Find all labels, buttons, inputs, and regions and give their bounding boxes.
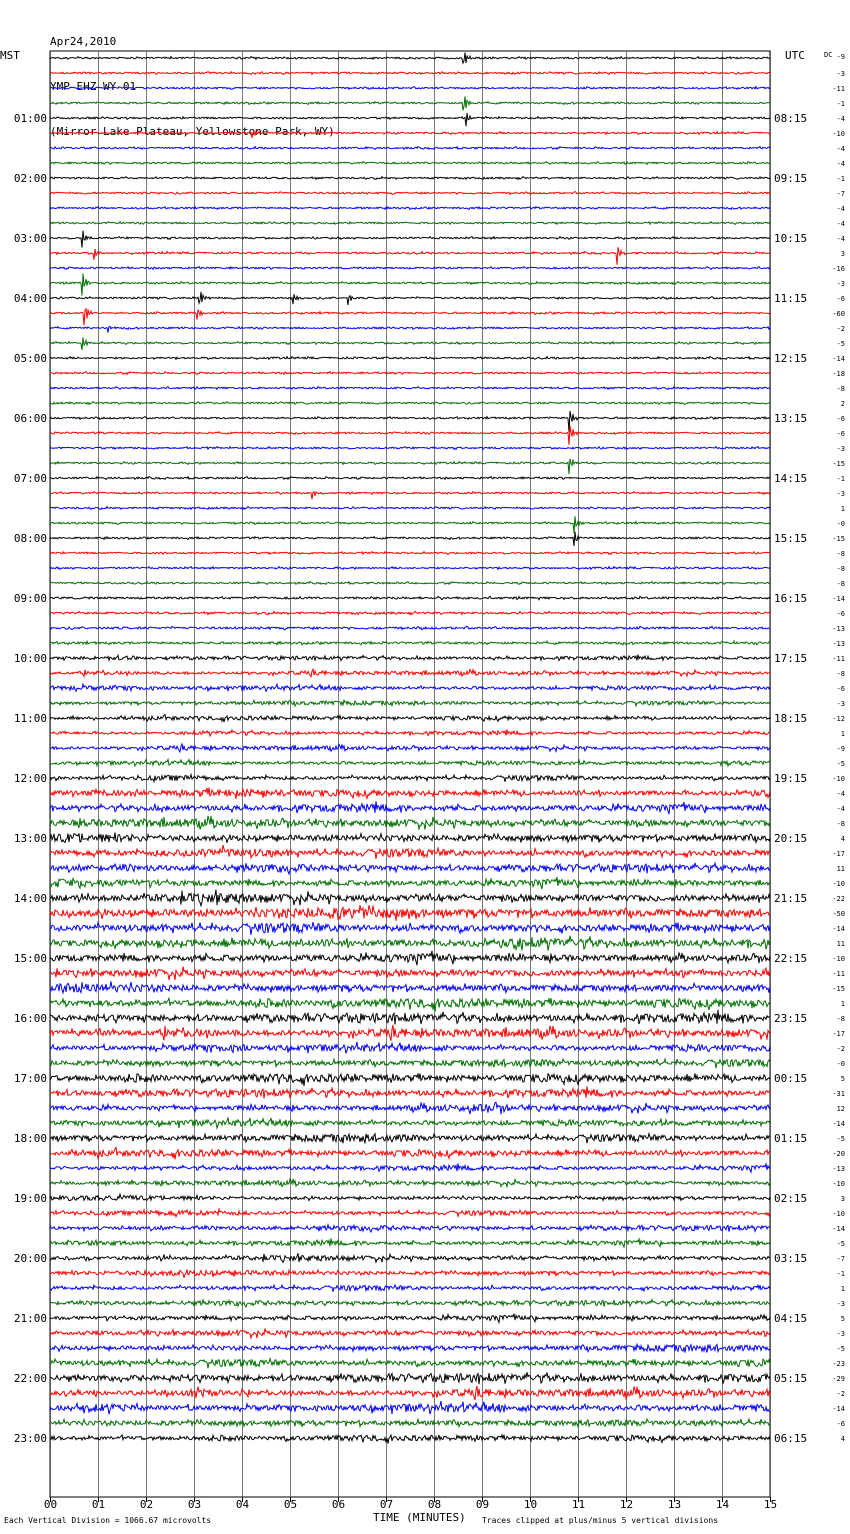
seismic-trace: [50, 1419, 770, 1427]
dc-offset-label: 3: [840, 1195, 845, 1203]
seismic-trace: [50, 845, 770, 859]
dc-offset-label: -14: [832, 1405, 845, 1413]
seismic-trace: [50, 1435, 770, 1444]
dc-offset-label: -17: [832, 850, 845, 858]
dc-offset-label: -6: [836, 430, 845, 438]
seismic-trace: [50, 1179, 770, 1187]
x-tick-label: 15: [763, 1498, 778, 1511]
seismic-trace: [50, 292, 770, 305]
utc-hour-label: 12:15: [774, 352, 808, 365]
x-tick-label: 00: [43, 1498, 58, 1511]
dc-label: DC: [824, 51, 833, 59]
seismic-trace: [50, 162, 770, 165]
seismic-trace: [50, 357, 770, 360]
utc-axis-label: UTC: [785, 49, 805, 62]
dc-offset-label: -6: [836, 610, 845, 618]
dc-offset-label: -3: [836, 700, 845, 708]
x-tick-label: 09: [475, 1498, 490, 1511]
dc-offset-label: -60: [832, 310, 845, 318]
x-tick-label: 10: [523, 1498, 538, 1511]
seismic-trace: [50, 177, 770, 180]
x-tick-label: 03: [187, 1498, 202, 1511]
dc-offset-label: -14: [832, 925, 845, 933]
seismic-trace: [50, 192, 770, 195]
seismic-trace: [50, 222, 770, 225]
seismic-trace: [50, 877, 770, 889]
utc-hour-label: 20:15: [774, 832, 808, 845]
x-tick-label: 13: [667, 1498, 682, 1511]
seismic-trace: [50, 1270, 770, 1278]
dc-offset-label: -7: [836, 1255, 845, 1263]
dc-offset-label: 1: [840, 1000, 845, 1008]
utc-hour-label: 04:15: [774, 1312, 808, 1325]
dc-offset-label: -10: [832, 880, 845, 888]
seismic-trace: [50, 1239, 770, 1248]
utc-hour-label: 22:15: [774, 952, 808, 965]
dc-offset-label: -4: [836, 790, 845, 798]
x-tick-label: 14: [715, 1498, 730, 1511]
seismic-trace: [50, 411, 770, 432]
utc-hour-label: 02:15: [774, 1192, 808, 1205]
header-location: (Mirror Lake Plateau, Yellowstone Park, WY): [50, 125, 335, 138]
seismic-trace: [50, 890, 770, 906]
dc-offset-label: -20: [832, 1150, 845, 1158]
seismic-trace: [50, 1073, 770, 1086]
dc-offset-label: 5: [840, 1315, 845, 1323]
dc-offset-label: -10: [832, 1210, 845, 1218]
seismic-trace: [50, 96, 770, 110]
dc-offset-label: -13: [832, 1165, 845, 1173]
x-tick-label: 06: [331, 1498, 346, 1511]
dc-offset-label: -3: [836, 1300, 845, 1308]
dc-offset-label: -8: [836, 1015, 845, 1023]
dc-offset-label: -0: [836, 520, 845, 528]
header-date: Apr24,2010: [50, 35, 117, 48]
seismic-trace: [50, 53, 770, 64]
seismic-trace: [50, 715, 770, 722]
seismic-trace: [50, 492, 770, 500]
x-tick-label: 07: [379, 1498, 394, 1511]
dc-offset-label: -5: [836, 1240, 845, 1248]
mst-hour-label: 13:00: [13, 832, 47, 845]
seismic-trace: [50, 1117, 770, 1128]
dc-offset-label: -11: [832, 85, 845, 93]
dc-offset-label: -13: [832, 625, 845, 633]
dc-offset-label: -6: [836, 415, 845, 423]
seismic-trace: [50, 477, 770, 480]
dc-offset-label: -4: [836, 205, 845, 213]
mst-hour-label: 23:00: [13, 1432, 47, 1445]
dc-offset-label: -14: [832, 1120, 845, 1128]
dc-offset-label: -1: [836, 175, 845, 183]
seismic-trace: [50, 231, 770, 248]
seismic-trace: [50, 1134, 770, 1144]
dc-offset-label: -8: [836, 565, 845, 573]
dc-offset-label: -6: [836, 1420, 845, 1428]
dc-offset-label: -12: [832, 715, 845, 723]
dc-offset-label: -29: [832, 1375, 845, 1383]
seismic-trace: [50, 402, 770, 405]
seismic-trace: [50, 816, 770, 830]
seismic-trace: [50, 1025, 770, 1041]
mst-hour-label: 05:00: [13, 352, 47, 365]
seismic-trace: [50, 372, 770, 375]
dc-offset-label: -23: [832, 1360, 845, 1368]
dc-offset-label: -50: [832, 910, 845, 918]
dc-offset-label: -5: [836, 340, 845, 348]
clip-note: Traces clipped at plus/minus 5 vertical divisions: [482, 1516, 719, 1525]
dc-offset-label: -4: [836, 805, 845, 813]
dc-offset-label: -22: [832, 895, 845, 903]
seismic-trace: [50, 1401, 770, 1414]
mst-hour-label: 17:00: [13, 1072, 47, 1085]
utc-hour-label: 08:15: [774, 112, 808, 125]
seismic-trace: [50, 567, 770, 570]
dc-offset-label: -6: [836, 685, 845, 693]
dc-offset-label: -3: [836, 280, 845, 288]
seismic-trace: [50, 775, 770, 782]
seismic-trace: [50, 1359, 770, 1369]
seismic-trace: [50, 1253, 770, 1262]
utc-hour-label: 19:15: [774, 772, 808, 785]
seismic-trace: [50, 274, 770, 296]
dc-offset-label: -14: [832, 355, 845, 363]
seismic-trace: [50, 1102, 770, 1114]
utc-hour-label: 03:15: [774, 1252, 808, 1265]
mst-hour-label: 16:00: [13, 1012, 47, 1025]
mst-hour-label: 22:00: [13, 1372, 47, 1385]
dc-offset-label: -2: [836, 1390, 845, 1398]
dc-offset-label: 5: [840, 1075, 845, 1083]
seismic-trace: [50, 611, 770, 614]
dc-offset-label: -5: [836, 1345, 845, 1353]
dc-offset-label: -4: [836, 145, 845, 153]
seismic-trace: [50, 922, 770, 935]
seismic-trace: [50, 981, 770, 993]
utc-hour-label: 06:15: [774, 1432, 808, 1445]
mst-hour-label: 20:00: [13, 1252, 47, 1265]
dc-offset-label: 12: [836, 1105, 845, 1113]
seismic-trace: [50, 507, 770, 510]
seismic-trace: [50, 951, 770, 966]
dc-offset-label: -13: [832, 640, 845, 648]
seismic-trace: [50, 72, 770, 75]
dc-offset-label: 2: [840, 400, 845, 408]
seismic-trace: [50, 730, 770, 736]
dc-offset-label: -4: [836, 160, 845, 168]
dc-offset-label: 4: [840, 835, 845, 843]
dc-offset-label: -9: [836, 53, 845, 61]
seismic-trace: [50, 1344, 770, 1352]
utc-hour-label: 05:15: [774, 1372, 808, 1385]
dc-offset-label: -10: [832, 130, 845, 138]
x-tick-label: 01: [91, 1498, 106, 1511]
seismic-trace: [50, 147, 770, 150]
seismic-trace: [50, 267, 770, 270]
seismic-trace: [50, 832, 770, 842]
dc-offset-label: -16: [832, 265, 845, 273]
seismic-trace: [50, 700, 770, 706]
seismic-trace: [50, 1086, 770, 1098]
seismic-trace: [50, 1386, 770, 1400]
dc-offset-label: -1: [836, 100, 845, 108]
seismic-trace: [50, 309, 770, 326]
mst-hour-label: 02:00: [13, 172, 47, 185]
mst-hour-label: 15:00: [13, 952, 47, 965]
seismic-trace: [50, 669, 770, 677]
dc-offset-label: -2: [836, 325, 845, 333]
dc-offset-label: -8: [836, 670, 845, 678]
seismic-trace: [50, 459, 770, 474]
seismic-trace: [50, 788, 770, 799]
dc-offset-label: 1: [840, 1285, 845, 1293]
utc-hour-label: 23:15: [774, 1012, 808, 1025]
utc-hour-label: 16:15: [774, 592, 808, 605]
seismic-trace: [50, 863, 770, 874]
dc-offset-label: -5: [836, 1135, 845, 1143]
dc-offset-label: 1: [840, 505, 845, 513]
dc-offset-label: -14: [832, 1225, 845, 1233]
seismic-trace: [50, 532, 770, 546]
mst-hour-label: 18:00: [13, 1132, 47, 1145]
mst-hour-label: 07:00: [13, 472, 47, 485]
dc-offset-label: -11: [832, 970, 845, 978]
seismic-trace: [50, 131, 770, 138]
dc-offset-label: -3: [836, 70, 845, 78]
mst-hour-label: 06:00: [13, 412, 47, 425]
dc-offset-label: -5: [836, 760, 845, 768]
dc-offset-label: -10: [832, 1180, 845, 1188]
seismic-trace: [50, 426, 770, 445]
dc-offset-label: -1: [836, 475, 845, 483]
x-tick-label: 11: [571, 1498, 586, 1511]
seismic-trace: [50, 1164, 770, 1173]
seismic-trace: [50, 552, 770, 555]
dc-offset-label: 11: [836, 865, 845, 873]
dc-offset-label: -8: [836, 580, 845, 588]
utc-hour-label: 09:15: [774, 172, 808, 185]
dc-offset-label: 11: [836, 940, 845, 948]
seismic-trace: [50, 905, 770, 921]
dc-offset-label: -9: [836, 745, 845, 753]
seismic-trace: [50, 447, 770, 450]
seismic-trace: [50, 1209, 770, 1217]
dc-offset-label: -14: [832, 595, 845, 603]
dc-offset-label: -3: [836, 445, 845, 453]
seismic-trace: [50, 684, 770, 691]
seismic-trace: [50, 582, 770, 585]
mst-axis-label: MST: [0, 49, 20, 62]
seismic-trace: [50, 516, 770, 533]
x-tick-label: 12: [619, 1498, 634, 1511]
dc-offset-label: -4: [836, 115, 845, 123]
dc-offset-label: -3: [836, 1330, 845, 1338]
seismic-trace: [50, 1042, 770, 1053]
x-tick-label: 08: [427, 1498, 442, 1511]
utc-hour-label: 18:15: [774, 712, 808, 725]
dc-offset-label: -2: [836, 1045, 845, 1053]
seismic-trace: [50, 1194, 770, 1201]
dc-offset-label: -6: [836, 295, 845, 303]
utc-hour-label: 13:15: [774, 412, 808, 425]
mst-hour-label: 11:00: [13, 712, 47, 725]
dc-offset-label: -8: [836, 820, 845, 828]
seismic-trace: [50, 207, 770, 210]
mst-hour-label: 19:00: [13, 1192, 47, 1205]
seismic-trace: [50, 998, 770, 1012]
mst-hour-label: 09:00: [13, 592, 47, 605]
dc-offset-label: -15: [832, 535, 845, 543]
seismic-trace: [50, 967, 770, 981]
x-tick-label: 04: [235, 1498, 250, 1511]
mst-hour-label: 03:00: [13, 232, 47, 245]
utc-hour-label: 10:15: [774, 232, 808, 245]
mst-hour-label: 12:00: [13, 772, 47, 785]
dc-offset-label: -15: [832, 985, 845, 993]
x-tick-label: 05: [283, 1498, 298, 1511]
seismic-trace: [50, 641, 770, 645]
dc-offset-label: 4: [840, 1435, 845, 1443]
dc-offset-label: -0: [836, 1060, 845, 1068]
x-tick-label: 02: [139, 1498, 154, 1511]
seismic-trace: [50, 326, 770, 332]
dc-offset-label: -10: [832, 775, 845, 783]
utc-hour-label: 21:15: [774, 892, 808, 905]
seismic-trace: [50, 1314, 770, 1323]
seismic-trace: [50, 1328, 770, 1338]
seismic-trace: [50, 1225, 770, 1232]
seismic-trace: [50, 626, 770, 630]
mst-hour-label: 10:00: [13, 652, 47, 665]
mst-hour-label: 14:00: [13, 892, 47, 905]
dc-offset-label: -4: [836, 220, 845, 228]
scale-note: Each Vertical Division = 1066.67 microvolts: [4, 1516, 212, 1525]
seismic-trace: [50, 655, 770, 661]
dc-offset-label: -17: [832, 1030, 845, 1038]
dc-offset-label: -4: [836, 235, 845, 243]
header-station: YMP EHZ WY 01: [50, 80, 137, 93]
seismic-trace: [50, 596, 770, 599]
seismic-trace: [50, 1148, 770, 1160]
seismic-trace: [50, 1300, 770, 1307]
dc-offset-label: -10: [832, 955, 845, 963]
utc-hour-label: 14:15: [774, 472, 808, 485]
dc-offset-label: 3: [840, 250, 845, 258]
seismic-trace: [50, 338, 770, 351]
dc-offset-label: -7: [836, 190, 845, 198]
mst-hour-label: 21:00: [13, 1312, 47, 1325]
seismic-trace: [50, 1059, 770, 1068]
dc-offset-label: 1: [840, 730, 845, 738]
seismic-trace: [50, 759, 770, 766]
seismic-trace: [50, 87, 770, 90]
dc-offset-label: -15: [832, 460, 845, 468]
seismic-trace: [50, 744, 770, 752]
dc-offset-label: -18: [832, 370, 845, 378]
utc-hour-label: 11:15: [774, 292, 808, 305]
mst-hour-label: 08:00: [13, 532, 47, 545]
x-axis-title: TIME (MINUTES): [373, 1511, 466, 1524]
dc-offset-label: -31: [832, 1090, 845, 1098]
seismic-trace: [50, 113, 770, 126]
seismic-trace: [50, 936, 770, 951]
seismic-trace: [50, 1010, 770, 1025]
seismic-trace: [50, 1285, 770, 1292]
seismic-trace: [50, 247, 770, 265]
utc-hour-label: 01:15: [774, 1132, 808, 1145]
mst-hour-label: 04:00: [13, 292, 47, 305]
utc-hour-label: 17:15: [774, 652, 808, 665]
seismic-trace: [50, 801, 770, 814]
dc-offset-label: -11: [832, 655, 845, 663]
dc-offset-label: -1: [836, 1270, 845, 1278]
dc-offset-label: -3: [836, 490, 845, 498]
seismic-trace: [50, 387, 770, 390]
mst-hour-label: 01:00: [13, 112, 47, 125]
dc-offset-label: -8: [836, 550, 845, 558]
dc-offset-label: -8: [836, 385, 845, 393]
utc-hour-label: 15:15: [774, 532, 808, 545]
seismic-trace: [50, 1372, 770, 1384]
utc-hour-label: 00:15: [774, 1072, 808, 1085]
